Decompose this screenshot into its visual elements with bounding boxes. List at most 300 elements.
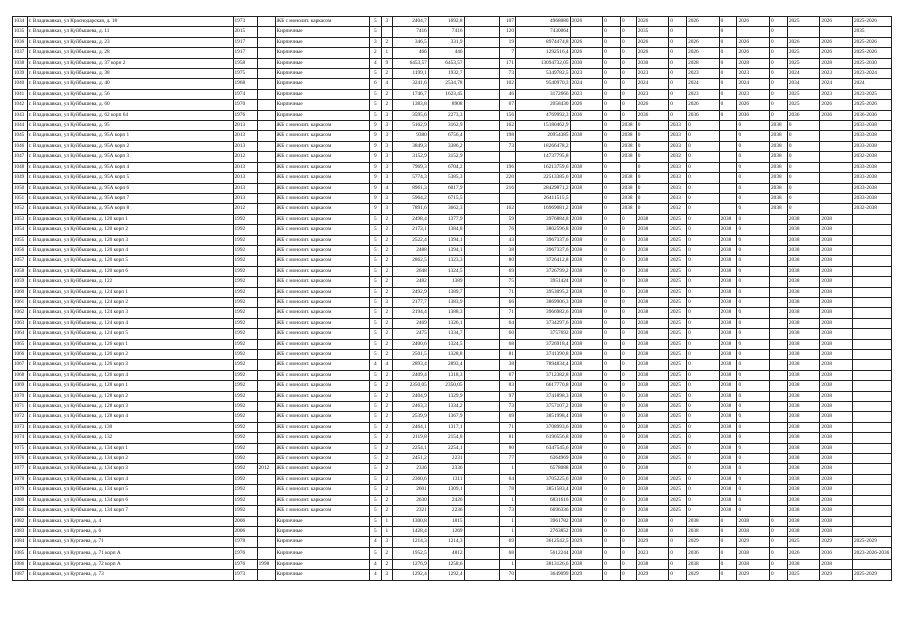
table-cell [852,402,891,412]
table-cell: 8961,3 [393,183,429,193]
table-cell: 2025-2026 [852,17,891,27]
table-row [13,412,892,422]
table-row [13,485,892,495]
table-cell: ЖБ с монолит. каркасом [275,256,370,266]
table-cell: 0 [620,329,636,339]
table-cell: 0 [687,360,720,370]
table-cell: 1384,8 [428,225,464,235]
table-cell: 6696336 [515,506,570,516]
table-cell: 0 [603,193,621,203]
table-cell: 0 [737,350,770,360]
table-cell: 1992 [233,245,257,255]
table-cell: 2038 [570,422,603,432]
table-cell [464,370,500,380]
address-cell: г. Владикавказ, ул Куйбышева, д. 124 корп 1 [27,287,233,297]
table-cell [570,193,603,203]
table-cell: 2036 [820,110,853,120]
table-cell: 2006 [233,516,257,526]
table-cell [464,48,500,58]
table-cell: 3 [381,204,393,214]
table-cell: 2038 [636,245,669,255]
table-cell: 2038 [719,433,737,443]
table-cell: 9 [370,193,382,203]
table-cell: 2023 [737,69,770,79]
table-cell: 2025 [787,89,820,99]
table-cell: 1992 [233,443,257,453]
table-cell: 3 [381,193,393,203]
table-cell: 0 [603,402,621,412]
table-cell: 2 [381,485,393,495]
table-cell: 1334,7 [428,329,464,339]
table-cell: 5 [370,443,382,453]
address-cell: г. Владикавказ, ул Куйбышева, д. 95А корп 4 [27,162,233,172]
table-cell: 2038 [687,516,720,526]
table-cell: 0 [603,412,621,422]
table-cell: 2038 [620,204,636,214]
table-cell [770,245,788,255]
table-cell: 2539,9 [393,412,429,422]
table-cell: 0 [719,559,737,569]
table-cell: ЖБ с монолит. каркасом [275,277,370,287]
table-cell: 0 [687,297,720,307]
table-cell: 2030 [636,58,669,68]
table-cell: 1973 [233,570,257,580]
table-cell: ЖБ с монолит. каркасом [275,329,370,339]
table-cell: 0 [687,204,720,214]
table-cell: 2013 [233,141,257,151]
table-cell: 2023 [687,69,720,79]
table-cell: 5 [370,266,382,276]
table-cell: 2 [381,225,393,235]
table-cell: 2035 [636,27,669,37]
row-number-cell: 1079 [13,485,28,495]
table-cell: 1746,7 [393,89,429,99]
table-cell: 2038 [636,402,669,412]
table-cell: 46 [500,89,516,99]
table-cell: 0 [737,308,770,318]
table-cell [770,474,788,484]
table-cell: ЖБ с монолит. каркасом [275,350,370,360]
table-cell: 2038 [719,308,737,318]
table-cell: 120 [500,27,516,37]
row-number-cell: 1064 [13,329,28,339]
table-cell: 80 [500,443,516,453]
table-cell: Кирпичные [275,79,370,89]
table-cell: 1992 [233,464,257,474]
registry-page [12,16,892,581]
table-cell: 7 [500,48,516,58]
table-cell: 0 [636,204,669,214]
table-cell: 14737795,8 [515,152,570,162]
table-cell: 43 [500,235,516,245]
table-cell: ЖБ с монолит. каркасом [275,131,370,141]
table-cell [464,214,500,224]
table-cell: 0 [770,570,788,580]
table-cell [852,287,891,297]
table-cell: 67 [500,100,516,110]
table-cell: 80 [500,256,516,266]
table-row [13,235,892,245]
table-cell: 3612542,5 [515,537,570,547]
table-cell: 1992 [233,412,257,422]
table-cell: 1992 [233,381,257,391]
table-cell: 2026 [820,37,853,47]
table-cell: 5 [370,110,382,120]
table-cell: 2038 [820,339,853,349]
table-cell: 1992 [233,329,257,339]
table-cell: 0 [620,506,636,516]
table-cell: 3734297,6 [515,318,570,328]
table-row [13,422,892,432]
table-cell: 2038 [770,131,788,141]
table-cell: 0 [603,443,621,453]
table-cell: ЖБ с монолит. каркасом [275,391,370,401]
table-cell: 0 [687,402,720,412]
table-cell [257,391,275,401]
table-cell: 0 [620,464,636,474]
table-cell: 0 [737,495,770,505]
table-cell: 4 [381,360,393,370]
table-cell: 2038 [570,183,603,193]
table-cell: 3662,3 [428,204,464,214]
address-cell: г. Владикавказ, ул Куртаева, д. 71 [27,537,233,547]
table-cell [464,37,500,47]
row-number-cell: 1048 [13,162,28,172]
table-cell: 0 [737,266,770,276]
table-cell: 2038 [787,433,820,443]
table-cell: 2463,3 [393,402,429,412]
table-cell: 0 [603,506,621,516]
table-cell: 0 [636,141,669,151]
table-cell: 2038 [719,318,737,328]
table-cell: 2025 [669,235,687,245]
table-cell: 2038 [570,245,603,255]
table-cell: 16969081,2 [515,204,570,214]
table-cell: 0 [737,391,770,401]
table-cell: ЖБ с монолит. каркасом [275,214,370,224]
table-row [13,256,892,266]
table-row [13,204,892,214]
table-cell: 4812 [428,547,464,559]
table-cell: 0 [737,381,770,391]
table-cell [257,58,275,68]
table-cell: 0 [636,193,669,203]
table-cell: 6704,2 [428,162,464,172]
address-cell: г. Владикавказ, ул Куйбышева, д. 28 [27,48,233,58]
table-cell: 20954385 [515,131,570,141]
table-cell [464,152,500,162]
table-cell: 5 [370,485,382,495]
table-cell: 0 [603,350,621,360]
table-cell: 1968 [233,79,257,89]
table-cell: 2025 [669,443,687,453]
table-cell: 2038 [820,495,853,505]
address-cell: г. Владикавказ, ул Куйбышева, д. 124 корп 3 [27,308,233,318]
table-cell: 2038 [820,256,853,266]
address-cell: г. Владикавказ, ул Куйбышева, д. 40 [27,79,233,89]
table-cell [719,121,737,131]
table-cell: 0 [737,141,770,151]
table-cell: 2038 [570,297,603,307]
table-cell [770,297,788,307]
table-cell: 0 [603,526,621,536]
table-cell: ЖБ с монолит. каркасом [275,443,370,453]
table-cell: 1992 [233,277,257,287]
table-row [13,173,892,183]
table-cell: Кирпичные [275,570,370,580]
table-cell: 2029 [570,537,603,547]
table-cell: 67 [500,370,516,380]
table-cell: 0 [669,37,687,47]
table-cell: 0 [636,131,669,141]
table-cell: 2038 [719,360,737,370]
table-cell [257,422,275,432]
table-cell: 446 [428,48,464,58]
table-cell: 2038 [620,193,636,203]
table-cell [820,152,853,162]
table-cell: ЖБ с монолит. каркасом [275,433,370,443]
row-number-cell: 1086 [13,559,28,569]
table-cell: 2038 [570,277,603,287]
table-cell: 3757107,2 [515,402,570,412]
table-cell: 2038 [787,318,820,328]
table-cell: 2173,1 [393,225,429,235]
table-cell: 0 [603,570,621,580]
table-cell: 0 [603,183,621,193]
table-cell: 0 [687,485,720,495]
table-cell [770,464,788,474]
table-cell: 5 [370,370,382,380]
table-cell [257,214,275,224]
table-cell: 2 [381,89,393,99]
table-cell: 9 [370,204,382,214]
table-cell [464,443,500,453]
table-cell: 2033-2038 [852,193,891,203]
table-cell: 0 [687,266,720,276]
table-cell [464,162,500,172]
table-cell: 1992 [233,339,257,349]
table-cell: 2025 [787,17,820,27]
table-cell: 2038 [719,235,737,245]
address-cell: г. Владикавказ, ул Куртаева, д. 6 [27,526,233,536]
table-cell [770,225,788,235]
table-cell: 3 [381,131,393,141]
table-cell: 2038 [719,485,737,495]
table-cell: 2038 [719,214,737,224]
table-cell: 162 [500,121,516,131]
row-number-cell: 1075 [13,443,28,453]
table-cell: 9380 [393,131,429,141]
table-cell [464,506,500,516]
table-cell: 2038 [636,454,669,464]
table-cell: 6453,57 [393,58,429,68]
table-cell: 2154,8 [428,433,464,443]
table-cell: 5 [370,89,382,99]
table-cell [820,121,853,131]
table-cell: 0 [687,422,720,432]
table-cell [464,121,500,131]
table-cell: 2038 [636,225,669,235]
table-cell: 2033-2038 [852,162,891,172]
row-number-cell: 1078 [13,474,28,484]
table-row [13,27,892,37]
table-cell: 2 [381,350,393,360]
table-cell: 2038 [719,422,737,432]
table-cell [820,27,853,37]
table-cell: 0 [737,402,770,412]
table-cell: 0 [770,559,788,569]
table-cell [257,193,275,203]
table-cell: 2482 [393,277,429,287]
table-cell: 0 [603,162,621,172]
table-cell: 2254,1 [393,443,429,453]
table-cell: 2409,4 [393,370,429,380]
table-cell: 5 [370,318,382,328]
table-row [13,297,892,307]
table-cell: 2038 [820,214,853,224]
table-cell [719,131,737,141]
table-cell: ЖБ с монолит. каркасом [275,318,370,328]
table-cell: 2038 [719,381,737,391]
table-cell: 1992 [233,391,257,401]
address-cell: г. Владикавказ, ул Куйбышева, д. 120 корп 5 [27,256,233,266]
table-cell: 0 [669,79,687,89]
table-cell: 2038 [620,173,636,183]
table-cell: 0 [737,287,770,297]
table-cell: 2038 [636,256,669,266]
table-cell: 0 [669,89,687,99]
row-number-cell: 1073 [13,422,28,432]
row-number-cell: 1083 [13,526,28,536]
table-cell [257,570,275,580]
table-cell: 2038 [820,454,853,464]
table-cell: ЖБ с монолит. каркасом [275,121,370,131]
address-cell: г. Владикавказ, ул Куйбышева, д. 62 корп 64 [27,110,233,120]
table-cell: 2038 [687,526,720,536]
table-cell [257,474,275,484]
table-cell: 4 [381,79,393,89]
table-cell: 5 [370,277,382,287]
table-cell: 0 [603,287,621,297]
table-cell: 2451,2 [393,454,429,464]
table-cell: 4 [370,58,382,68]
row-number-cell: 1087 [13,570,28,580]
table-cell: 1973 [233,17,257,27]
table-cell: 9 [370,183,382,193]
table-cell: 0 [737,173,770,183]
table-cell: 2033 [669,183,687,193]
table-cell: 0 [737,193,770,203]
table-cell: 220 [500,173,516,183]
table-cell: Кирпичные [275,89,370,99]
table-cell [770,443,788,453]
table-cell: 2025 [669,287,687,297]
table-cell: 0 [603,245,621,255]
table-cell: 0 [770,89,788,99]
table-cell: 2026 [820,100,853,110]
table-row [13,225,892,235]
table-cell: 0 [687,350,720,360]
table-cell: 2404,7 [393,17,429,27]
table-cell: 2038 [737,547,770,559]
table-cell: 2038 [820,360,853,370]
address-cell: г. Владикавказ, ул Куйбышева, д. 120 корп 2 [27,225,233,235]
row-number-cell: 1044 [13,121,28,131]
table-cell [464,225,500,235]
table-cell: 2038 [570,214,603,224]
table-cell: 0 [687,193,720,203]
table-cell: Кирпичные [275,526,370,536]
row-number-cell: 1042 [13,100,28,110]
table-cell [770,256,788,266]
table-cell: 9 [370,173,382,183]
table-cell [770,391,788,401]
table-cell: 5 [370,350,382,360]
table-cell: 0 [737,506,770,516]
table-cell: 0 [620,266,636,276]
table-cell [257,100,275,110]
table-cell: 0 [719,69,737,79]
table-cell [852,485,891,495]
table-cell: 1292516,4 [515,48,570,58]
table-cell: 0 [620,495,636,505]
table-row [13,214,892,224]
table-cell: 2033 [669,131,687,141]
table-cell: 2038 [570,308,603,318]
table-cell [770,412,788,422]
table-cell [257,235,275,245]
table-cell: 3386,2 [428,141,464,151]
table-cell: 1334,2 [428,402,464,412]
table-cell: 216 [500,183,516,193]
table-cell: 2023 [636,89,669,99]
table-cell: 1975 [233,69,257,79]
table-cell: 0 [787,173,820,183]
table-cell: 2 [381,506,393,516]
table-cell: 2038 [737,526,770,536]
table-cell: 2038 [820,287,853,297]
table-cell [820,131,853,141]
table-cell: 0 [737,245,770,255]
table-cell [257,297,275,307]
table-cell: 0 [737,235,770,245]
table-cell: 2038 [570,131,603,141]
table-cell: 3757692 [515,329,570,339]
table-cell: 1394,1 [428,235,464,245]
row-number-cell: 1050 [13,183,28,193]
table-cell: 5 [370,225,382,235]
table-row [13,58,892,68]
table-cell: 0 [737,329,770,339]
table-cell: 2026 [820,48,853,58]
table-cell: 1324,5 [428,266,464,276]
table-cell [464,110,500,120]
table-cell: 6190556,8 [515,433,570,443]
table-cell: 2038 [570,256,603,266]
row-number-cell: 1046 [13,141,28,151]
table-row [13,193,892,203]
table-row [13,266,892,276]
table-cell: 3802596,8 [515,225,570,235]
table-row [13,37,892,47]
table-cell: 76 [500,225,516,235]
table-cell: 2025 [669,381,687,391]
table-cell: 0 [636,162,669,172]
table-cell: 2026 [636,100,669,110]
table-cell: 102 [500,79,516,89]
table-cell: 64 [500,318,516,328]
table-cell: 3 [381,537,393,547]
